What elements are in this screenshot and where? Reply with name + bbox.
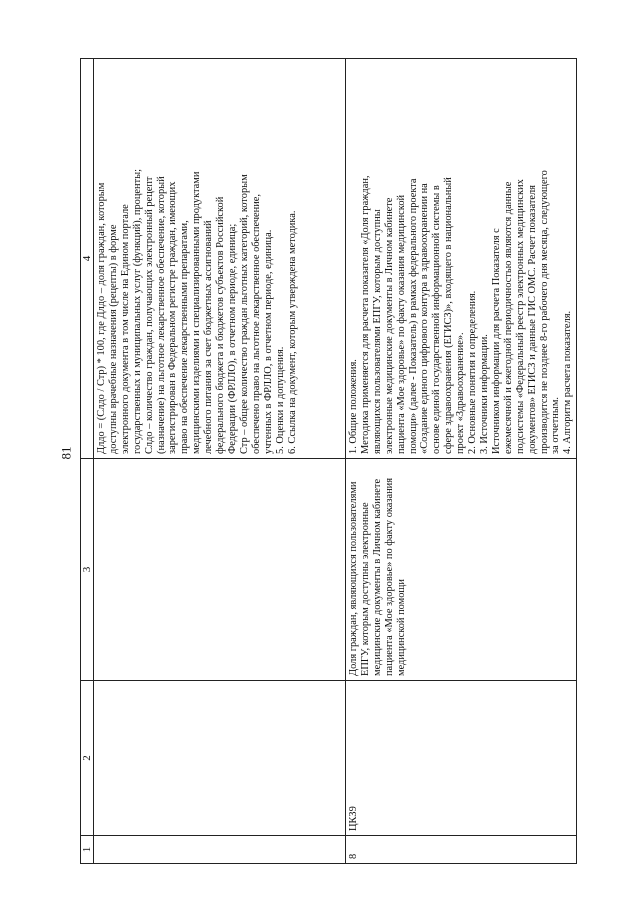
- row-prev-name: [94, 459, 346, 681]
- methodology-line: пациента «Мое здоровье» по факту оказания медицинской: [395, 194, 407, 454]
- methodology-line: основе единой государственной информационной системы в: [431, 185, 443, 454]
- methodology-line: доступны врачебные назначения (рецепты) в форме: [107, 224, 119, 454]
- row-8-number: 8: [346, 836, 577, 864]
- methodology-line: 2. Основные понятия и определения.: [467, 290, 479, 454]
- methodology-line: электронного документа в том числе на Едином портале: [119, 204, 131, 454]
- methodology-line: являющихся пользователями ЕПГУ, которым доступны: [371, 209, 383, 454]
- row-8-code: ЦКЗ9: [346, 681, 577, 836]
- row-prev-methodology: [94, 59, 346, 459]
- table-row-continued: [94, 59, 346, 864]
- methodology-line: сфере здравоохранения (ЕГИСЗ)», входящего в национальный: [443, 177, 455, 454]
- methodology-line: Длдо = (Слдо / Стр) * 100, где Длдо – доля граждан, которым: [96, 182, 107, 454]
- methodology-line: Стр – общее количество граждан льготных категорий, которым: [238, 174, 250, 454]
- methodology-line: электронные медицинские документы в Личном кабинете: [383, 197, 395, 454]
- methodology-line: Слдо – количество граждан, получающих электронный рецепт: [143, 176, 155, 454]
- methodology-line: государственных и муниципальных услуг (функций), проценты;: [131, 169, 143, 454]
- methodology-line: (назначение) на льготное лекарственное обеспечение, который: [155, 176, 167, 454]
- methodology-line: Источником информации для расчета Показателя с: [490, 228, 502, 454]
- methodology-line: медицинскими изделиями и специализированными продуктами: [191, 171, 203, 454]
- methodology-line: помощи» (далее - Показатель) в рамках федерального проекта: [407, 178, 419, 454]
- row-8-name: Доля граждан, являющихся пользователями ЕПГУ, которым доступны электронные медицинские документы в Личном кабинете пациента «Мое здоровье» по факту оказания медицинской помощи: [346, 459, 577, 681]
- methodology-line: зарегистрирован в Федеральном регистре граждан, имеющих: [167, 181, 179, 454]
- methodology-line: производится не позднее 8-го рабочего дня месяца, следующего: [538, 170, 550, 454]
- methodology-line: документов» ЕГИСЗ и данные ГИС ОМС. Расчет показателя: [526, 185, 538, 454]
- table-header-row: [81, 59, 94, 864]
- methodology-table: [80, 59, 574, 864]
- page-number: 81: [58, 446, 74, 460]
- header-col-1: 1: [81, 836, 94, 864]
- header-col-3: 3: [81, 459, 94, 681]
- row-prev-number: [94, 836, 346, 864]
- methodology-line: учтенных в ФРЛЛО, в отчетном периоде, единица.: [262, 229, 274, 454]
- methodology-line: право на обеспечение лекарственными препаратами,: [179, 220, 191, 454]
- methodology-line: Методика применяется для расчета показателя «Доля граждан,: [359, 175, 371, 454]
- methodology-line: Федерации (ФРЛЛО), в отчетном периоде, единица;: [226, 223, 238, 454]
- table-row-8: [346, 59, 577, 864]
- methodology-line: 1. Общие положения.: [348, 359, 359, 454]
- methodology-line: проект «Здравоохранение».: [455, 332, 467, 454]
- methodology-line: 3. Источники информации.: [478, 334, 490, 454]
- methodology-line: 4. Алгоритм расчета показателя.: [562, 310, 574, 454]
- header-col-4: 4: [81, 59, 94, 459]
- methodology-line: обеспечено право на льготное лекарственное обеспечение,: [250, 194, 262, 454]
- methodology-line: 5. Оценки и допущения.: [274, 346, 286, 454]
- methodology-line: «Создание единого цифрового контура в здравоохранении на: [419, 183, 431, 454]
- methodology-line: за отчетным.: [550, 396, 562, 454]
- methodology-line: ежемесячной и ежегодной периодичностью являются данные: [502, 181, 514, 454]
- row-8-methodology: [346, 59, 577, 459]
- methodology-line: подсистемы «Федеральный реестр электронных медицинских: [514, 179, 526, 454]
- methodology-line: лечебного питания за счет бюджетных ассигнований: [203, 220, 215, 454]
- header-col-2: 2: [81, 681, 94, 836]
- row-prev-code: [94, 681, 346, 836]
- methodology-line: федерального бюджета и бюджетов субъектов Российской: [215, 196, 227, 454]
- methodology-line: 6. Ссылка на документ, которым утверждена методика.: [286, 210, 298, 454]
